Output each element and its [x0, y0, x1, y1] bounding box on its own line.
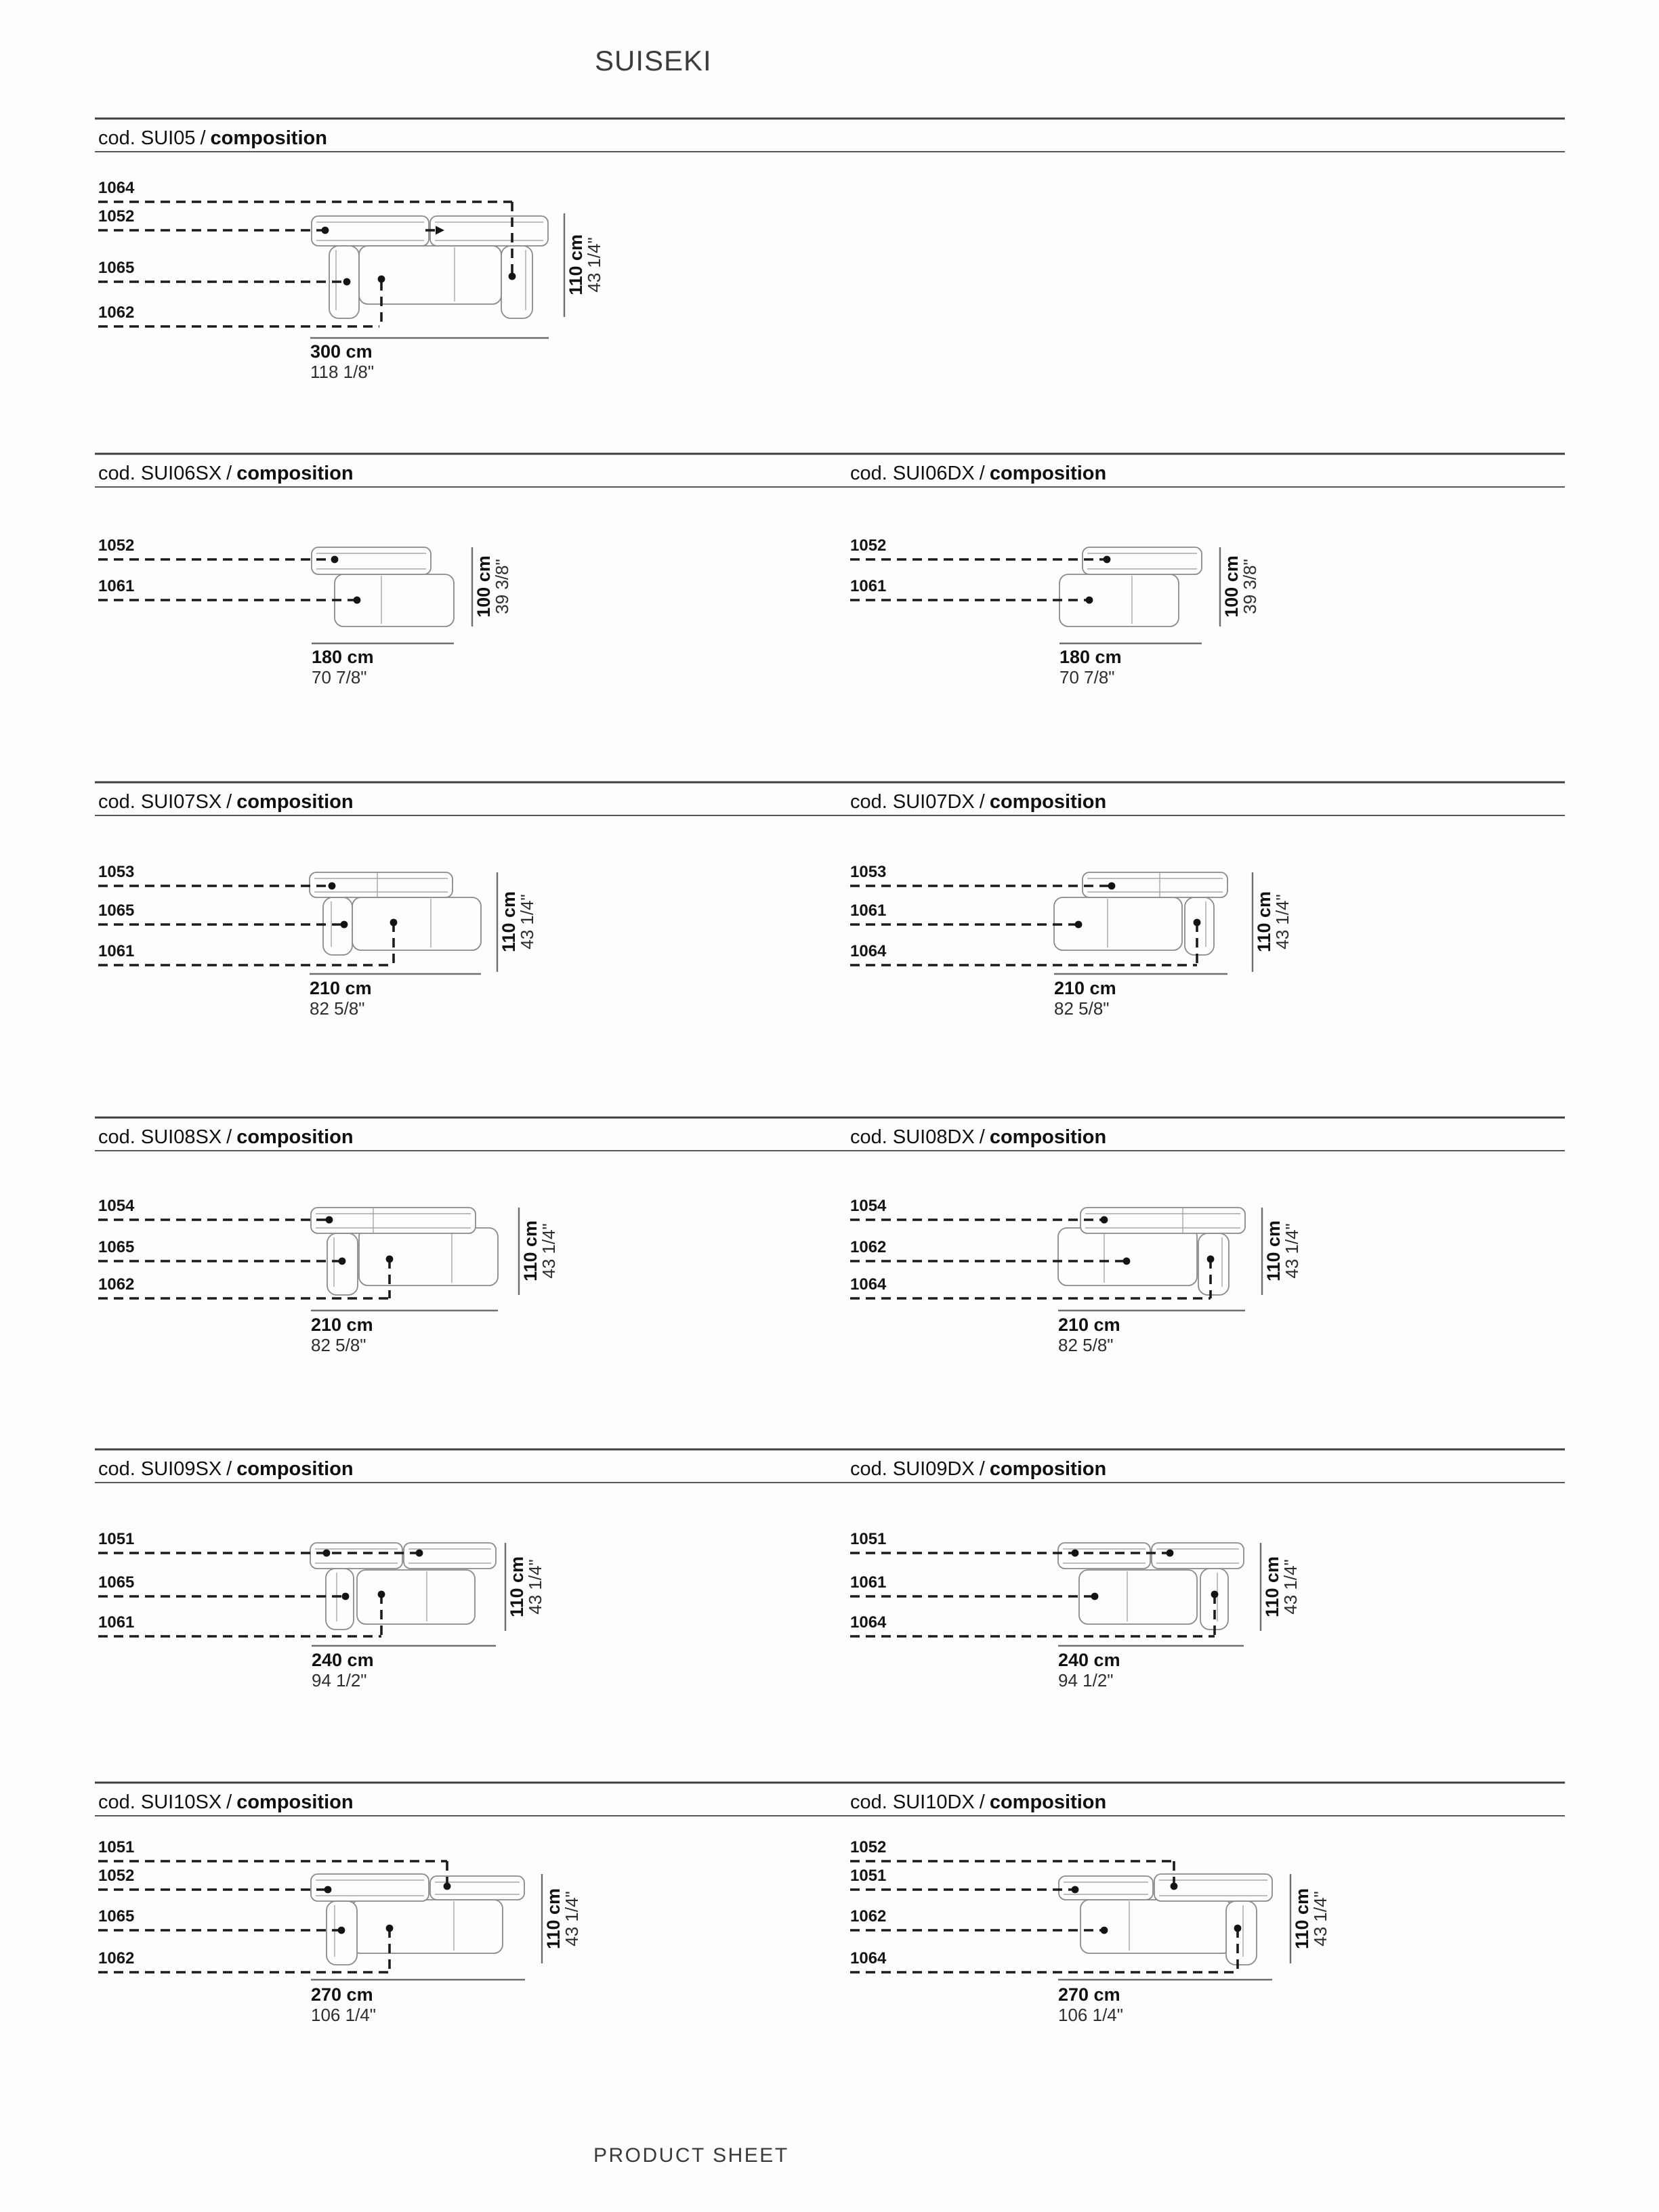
section-separator: /	[979, 1791, 985, 1813]
width-dimension-cm: 240 cm	[1058, 1650, 1120, 1670]
technical-drawing-cod-sui10sx	[98, 1861, 542, 1980]
page-title: SUISEKI	[595, 45, 712, 77]
section-code: cod. SUI08SX	[98, 1126, 222, 1148]
width-dimension-cm: 210 cm	[1054, 978, 1116, 998]
height-dimension	[515, 1183, 564, 1319]
section-header-cod-sui09sx	[98, 1459, 354, 1479]
section-header-cod-sui08sx	[98, 1127, 354, 1147]
leader-dot	[1072, 1550, 1079, 1557]
part-number-label: 1051	[850, 1530, 887, 1548]
height-dimension	[1286, 1851, 1335, 1986]
part-number-label: 1052	[98, 207, 135, 226]
width-dimension-cm: 180 cm	[1059, 647, 1122, 667]
part-number-label: 1061	[98, 1613, 135, 1632]
height-dimension-cm: 110 cm	[1291, 1888, 1312, 1950]
width-dimension-cm: 270 cm	[311, 1984, 373, 2005]
technical-drawing-cod-sui08dx	[850, 1208, 1262, 1311]
leader-dot	[1072, 1886, 1079, 1894]
section-separator: /	[226, 1458, 232, 1480]
width-dimension-cm: 270 cm	[1058, 1984, 1120, 2005]
height-dimension-inches: 43 1/4"	[538, 1223, 559, 1279]
leader-dot	[1123, 1258, 1131, 1265]
leader-dot	[331, 556, 339, 563]
section-header-cod-sui09dx	[850, 1459, 1106, 1479]
part-number-label: 1052	[850, 536, 887, 555]
section-composition-label: composition	[236, 1458, 354, 1480]
leader-dot	[378, 276, 385, 283]
height-dimension-cm: 110 cm	[1263, 1220, 1284, 1282]
part-number-label: 1064	[98, 179, 135, 197]
section-code: cod. SUI10SX	[98, 1791, 222, 1813]
height-dimension	[468, 519, 517, 654]
height-dimension-cm: 100 cm	[1221, 555, 1242, 618]
width-dimension-inches: 82 5/8"	[1058, 1335, 1114, 1355]
part-number-label: 1052	[98, 536, 135, 555]
section-code: cod. SUI07DX	[850, 791, 975, 813]
section-code: cod. SUI06DX	[850, 463, 975, 484]
width-dimension-inches: 82 5/8"	[311, 1335, 366, 1355]
height-dimension-cm: 110 cm	[1253, 891, 1274, 953]
height-dimension	[1257, 1519, 1305, 1655]
section-composition-label: composition	[989, 1126, 1107, 1148]
part-number-label: 1064	[850, 942, 887, 960]
height-dimension-inches: 43 1/4"	[561, 1891, 582, 1947]
technical-drawing-cod-sui07dx	[850, 872, 1253, 974]
height-dimension	[1248, 854, 1297, 990]
leader-dot	[509, 273, 516, 280]
height-dimension	[1216, 519, 1265, 654]
section-composition-label: composition	[210, 127, 327, 149]
leader-dot	[1234, 1925, 1242, 1932]
section-separator: /	[979, 1126, 985, 1148]
part-number-label: 1052	[850, 1838, 887, 1856]
part-number-label: 1061	[98, 577, 135, 595]
leader-dot	[1167, 1550, 1174, 1557]
height-dimension-inches: 39 3/8"	[491, 559, 512, 614]
width-dimension-inches: 70 7/8"	[312, 667, 367, 687]
section-code: cod. SUI10DX	[850, 1791, 975, 1813]
leader-dot	[339, 1258, 346, 1265]
width-dimension-inches: 82 5/8"	[1054, 998, 1110, 1019]
section-header-cod-sui06sx	[98, 463, 354, 484]
part-number-label: 1065	[98, 901, 135, 920]
section-separator: /	[979, 463, 985, 484]
part-number-label: 1062	[98, 1949, 135, 1968]
height-dimension-inches: 43 1/4"	[1281, 1223, 1302, 1279]
height-dimension-cm: 100 cm	[473, 555, 494, 618]
part-number-label: 1053	[98, 863, 135, 881]
section-code: cod. SUI08DX	[850, 1126, 975, 1148]
leader-dot	[322, 227, 329, 234]
part-number-label: 1065	[98, 1573, 135, 1592]
section-header-cod-sui08dx	[850, 1127, 1106, 1147]
height-dimension-cm: 110 cm	[565, 234, 586, 296]
part-number-label: 1061	[98, 942, 135, 960]
technical-drawing-cod-sui08sx	[98, 1208, 519, 1311]
height-dimension-inches: 43 1/4"	[1309, 1891, 1330, 1947]
leader-dot	[1108, 882, 1116, 890]
section-code: cod. SUI05	[98, 127, 196, 149]
section-header-cod-sui07sx	[98, 792, 354, 812]
section-separator: /	[979, 791, 985, 813]
part-number-label: 1053	[850, 863, 887, 881]
section-separator: /	[979, 1458, 985, 1480]
section-code: cod. SUI09DX	[850, 1458, 975, 1480]
part-number-label: 1062	[98, 303, 135, 322]
section-separator: /	[226, 1791, 232, 1813]
technical-drawing-cod-sui09dx	[850, 1543, 1261, 1646]
section-separator: /	[200, 127, 206, 149]
technical-drawing-cod-sui06dx	[850, 547, 1220, 643]
height-dimension	[493, 854, 542, 990]
height-dimension-inches: 43 1/4"	[583, 237, 604, 293]
part-number-label: 1052	[98, 1867, 135, 1885]
technical-drawing-cod-sui07sx	[98, 872, 497, 974]
part-number-label: 1051	[98, 1838, 135, 1856]
section-composition-label: composition	[236, 463, 354, 484]
width-dimension-cm: 240 cm	[312, 1650, 374, 1670]
leader-dot	[390, 919, 398, 927]
part-number-label: 1065	[98, 1907, 135, 1926]
section-composition-label: composition	[236, 791, 354, 813]
leader-dot	[341, 921, 348, 929]
section-composition-label: composition	[236, 1791, 354, 1813]
technical-drawing-cod-sui05	[98, 202, 564, 338]
technical-drawing-cod-sui10dx	[850, 1861, 1290, 1980]
height-dimension-inches: 43 1/4"	[524, 1559, 545, 1615]
part-number-label: 1064	[850, 1275, 887, 1294]
part-number-label: 1062	[98, 1275, 135, 1294]
leader-dot	[342, 1593, 350, 1600]
leader-dot	[1101, 1216, 1108, 1224]
leader-dot	[1194, 919, 1201, 927]
leader-dot	[416, 1550, 423, 1557]
part-number-label: 1064	[850, 1613, 887, 1632]
section-header-cod-sui06dx	[850, 463, 1106, 484]
part-number-label: 1054	[98, 1197, 135, 1215]
leader-dot	[444, 1883, 451, 1890]
width-dimension-inches: 106 1/4"	[1058, 2005, 1123, 2025]
part-number-label: 1065	[98, 259, 135, 277]
technical-drawing-cod-sui09sx	[98, 1543, 505, 1646]
width-dimension-inches: 82 5/8"	[310, 998, 365, 1019]
section-composition-label: composition	[989, 1791, 1107, 1813]
height-dimension-inches: 43 1/4"	[516, 894, 537, 950]
part-number-label: 1061	[850, 1573, 887, 1592]
width-dimension-cm: 180 cm	[312, 647, 374, 667]
width-dimension-inches: 94 1/2"	[1058, 1670, 1114, 1690]
section-header-cod-sui05	[98, 128, 327, 148]
height-dimension-cm: 110 cm	[506, 1556, 527, 1618]
width-dimension-inches: 106 1/4"	[311, 2005, 376, 2025]
section-separator: /	[226, 463, 232, 484]
section-code: cod. SUI07SX	[98, 791, 222, 813]
section-composition-label: composition	[989, 1458, 1107, 1480]
section-composition-label: composition	[989, 791, 1107, 813]
part-number-label: 1061	[850, 901, 887, 920]
height-dimension-inches: 43 1/4"	[1272, 894, 1293, 950]
leader-dot	[343, 278, 351, 286]
height-dimension-cm: 110 cm	[543, 1888, 564, 1950]
leader-dot	[378, 1591, 385, 1598]
leader-dot	[386, 1925, 394, 1932]
page-footer: PRODUCT SHEET	[593, 2144, 789, 2167]
width-dimension-inches: 118 1/8"	[310, 362, 375, 382]
part-number-label: 1062	[850, 1238, 887, 1256]
leader-dot	[1101, 1927, 1108, 1934]
width-dimension-inches: 70 7/8"	[1059, 667, 1115, 687]
leader-dot	[326, 1216, 333, 1224]
technical-drawing-cod-sui06sx	[98, 547, 472, 643]
section-code: cod. SUI06SX	[98, 463, 222, 484]
leader-dot	[338, 1927, 345, 1934]
height-dimension	[1258, 1183, 1307, 1319]
width-dimension-cm: 210 cm	[310, 978, 372, 998]
part-number-label: 1062	[850, 1907, 887, 1926]
section-code: cod. SUI09SX	[98, 1458, 222, 1480]
section-header-cod-sui10sx	[98, 1792, 354, 1812]
width-dimension-inches: 94 1/2"	[312, 1670, 367, 1690]
width-dimension-cm: 210 cm	[1058, 1315, 1120, 1335]
leader-dot	[1091, 1593, 1099, 1600]
leader-dot	[1086, 597, 1093, 604]
width-dimension-cm: 300 cm	[310, 341, 373, 362]
leader-dot	[323, 1550, 331, 1557]
section-header-cod-sui10dx	[850, 1792, 1106, 1812]
part-number-label: 1051	[98, 1530, 135, 1548]
leader-dot	[354, 597, 361, 604]
section-composition-label: composition	[989, 463, 1107, 484]
height-dimension-cm: 110 cm	[1261, 1556, 1282, 1618]
leader-dot	[1075, 921, 1083, 929]
part-number-label: 1065	[98, 1238, 135, 1256]
leader-dot	[386, 1256, 394, 1263]
leader-dot	[324, 1886, 332, 1894]
leader-dot	[329, 882, 336, 890]
section-separator: /	[226, 791, 232, 813]
leader-dot	[1104, 556, 1111, 563]
part-number-label: 1054	[850, 1197, 887, 1215]
height-dimension	[501, 1519, 550, 1655]
height-dimension-cm: 110 cm	[520, 1220, 541, 1282]
height-dimension-inches: 43 1/4"	[1280, 1559, 1301, 1615]
leader-dot	[1207, 1256, 1215, 1263]
part-number-label: 1051	[850, 1867, 887, 1885]
section-composition-label: composition	[236, 1126, 354, 1148]
width-dimension-cm: 210 cm	[311, 1315, 373, 1335]
height-dimension-inches: 39 3/8"	[1239, 559, 1260, 614]
section-header-cod-sui07dx	[850, 792, 1106, 812]
leader-dot	[1171, 1883, 1178, 1890]
height-dimension	[560, 197, 609, 333]
height-dimension	[538, 1851, 587, 1986]
section-separator: /	[226, 1126, 232, 1148]
part-number-label: 1061	[850, 577, 887, 595]
part-number-label: 1064	[850, 1949, 887, 1968]
height-dimension-cm: 110 cm	[498, 891, 519, 953]
leader-dot	[1211, 1591, 1219, 1598]
